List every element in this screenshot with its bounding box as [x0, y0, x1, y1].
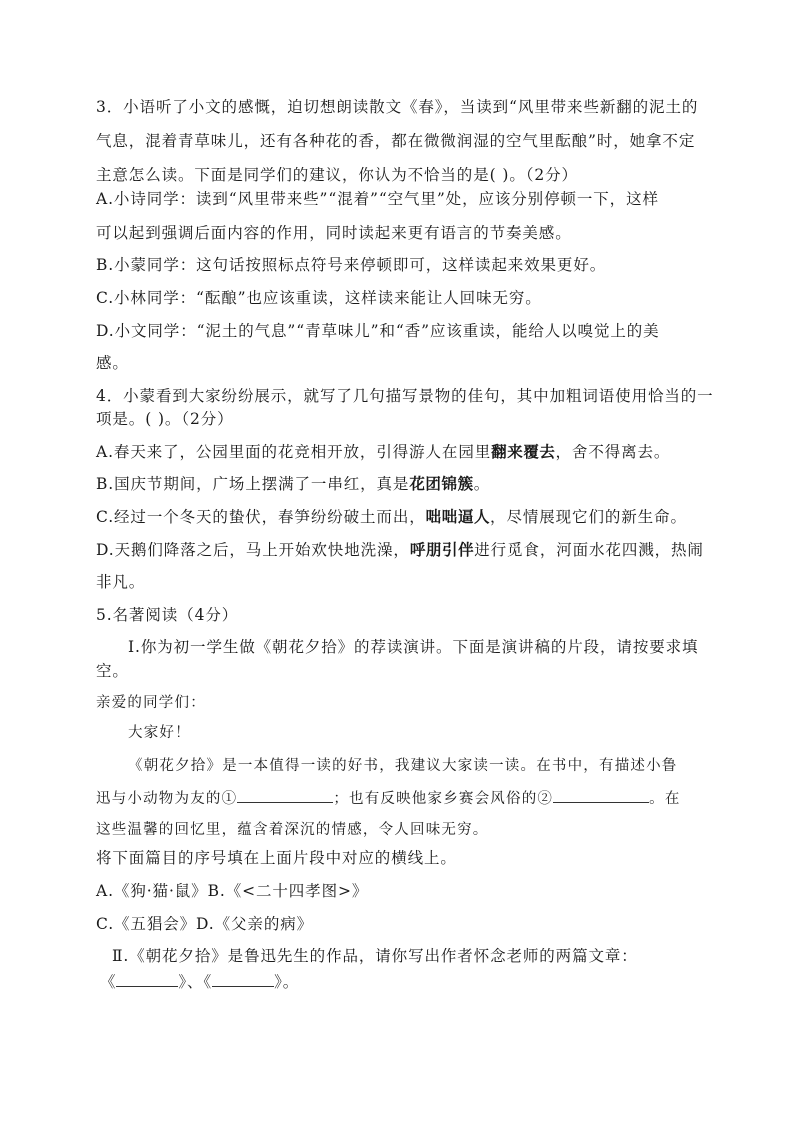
blank-1-line[interactable]: [237, 787, 333, 803]
q4-option-a-bold-word: 翻来覆去: [491, 443, 556, 461]
q4-option-a-text: A.春天来了，公园里面的花竞相开放，引得游人在园里: [96, 443, 492, 461]
q3-stem-line-2: 气息，混着青草味儿，还有各种花的香，都在微微润湿的空气里酝酿”时，她拿不定: [96, 132, 696, 150]
answer-open-1: 《: [100, 973, 117, 991]
q4-option-b-text: B.国庆节期间，广场上摆满了一串红，真是: [96, 475, 410, 493]
q4-option-c-bold-word: 咄咄逼人: [425, 508, 491, 526]
q4-option-d-line-1: [96, 539, 704, 561]
q4-option-d-text: D.天鹅们降落之后，马上开始欢快地洗澡，: [96, 541, 410, 559]
q5-part1-line-2: 空。: [96, 662, 129, 680]
answer-blank-1[interactable]: [116, 971, 178, 987]
q3-option-a-line-2: 可以起到强调后面内容的作用，同时读起来更有语言的节奏美感。: [96, 224, 572, 242]
q4-option-a-text-end: ，舍不得离去。: [555, 443, 671, 461]
q3-option-b: B.小蒙同学：这句话按照标点符号来停顿即可，这样读起来效果更好。: [96, 256, 607, 274]
speech-line-2: [96, 787, 681, 810]
speech-text-b: ；也有反映他家乡赛会风俗的②: [333, 791, 554, 807]
answer-open-2: 《: [203, 973, 213, 991]
q4-option-c: [96, 506, 687, 528]
speech-hello: 大家好！: [128, 725, 191, 741]
q5-part1-line-1: Ⅰ.你为初一学生做《朝花夕拾》的荐读演讲。下面是演讲稿的片段，请按要求填: [128, 638, 699, 656]
q5-part2-answer: [100, 971, 299, 993]
blank-2-line[interactable]: [553, 787, 649, 803]
answer-close-1: 》、: [178, 973, 204, 991]
speech-line-3: 这些温馨的回忆里，蕴含着深沉的情感，令人回味无穷。: [96, 822, 489, 838]
q3-option-d-line-2: 感。: [96, 354, 129, 372]
q3-option-a-line-1: A.小诗同学：读到“风里带来些”“混着”“空气里”处，应该分别停顿一下，这样: [96, 190, 659, 208]
q3-stem-line-3: 主意怎么读。下面是同学们的建议，你认为不恰当的是( )。（2分）: [96, 166, 578, 184]
q4-option-d-bold-word: 呼朋引伴: [409, 541, 475, 559]
q4-option-c-text-end: ，尽情展现它们的新生命。: [490, 508, 687, 526]
q4-option-c-text: C.经过一个冬天的蛰伏，春笋纷纷破土而出，: [96, 508, 426, 526]
q5-title: 5.名著阅读（4分）: [96, 606, 239, 624]
speech-text-a: 迅与小动物为友的①: [96, 791, 238, 807]
q5-instruction: 将下面篇目的序号填在上面片段中对应的横线上。: [96, 849, 457, 867]
q4-option-b: [96, 473, 490, 495]
answer-close-2: 》。: [274, 973, 300, 991]
q4-option-a: [96, 441, 670, 463]
q4-stem-line-2: 项是。( )。（2分）: [96, 410, 234, 428]
q5-options-cd: C.《五猖会》D.《父亲的病》: [96, 915, 314, 933]
speech-text-c: 。在: [649, 791, 681, 807]
q4-option-d-text-end: 进行觅食，河面水花四溅，热闹: [474, 541, 704, 559]
q5-options-ab: A.《狗·猫·鼠》B.《<二十四孝图>》: [96, 882, 369, 900]
q3-option-d-line-1: D.小文同学：“泥土的气息”“青草味儿”和“香”应该重读，能给人以嗅觉上的美: [96, 322, 660, 340]
q3-stem-line-1: 3．小语听了小文的感慨，迫切想朗读散文《春》，当读到“风里带来些新翻的泥土的: [96, 98, 699, 116]
speech-greeting: 亲爱的同学们：: [96, 695, 206, 711]
q3-option-c: C.小林同学：“酝酿”也应该重读，这样读来能让人回味无穷。: [96, 289, 542, 307]
q4-option-b-bold-word: 花团锦簇: [409, 475, 474, 493]
q4-option-b-text-end: 。: [473, 475, 491, 493]
speech-line-1: 《朝花夕拾》是一本值得一读的好书，我建议大家读一读。在书中，有描述小鲁: [128, 758, 678, 774]
answer-blank-2[interactable]: [212, 971, 274, 987]
q5-part2: Ⅱ.《朝花夕拾》是鲁迅先生的作品，请你写出作者怀念老师的两篇文章：: [112, 947, 638, 965]
q4-stem-line-1: 4．小蒙看到大家纷纷展示，就写了几句描写景物的佳句，其中加粗词语使用恰当的一: [96, 387, 714, 405]
q4-option-d-line-2: 非凡。: [96, 573, 146, 591]
